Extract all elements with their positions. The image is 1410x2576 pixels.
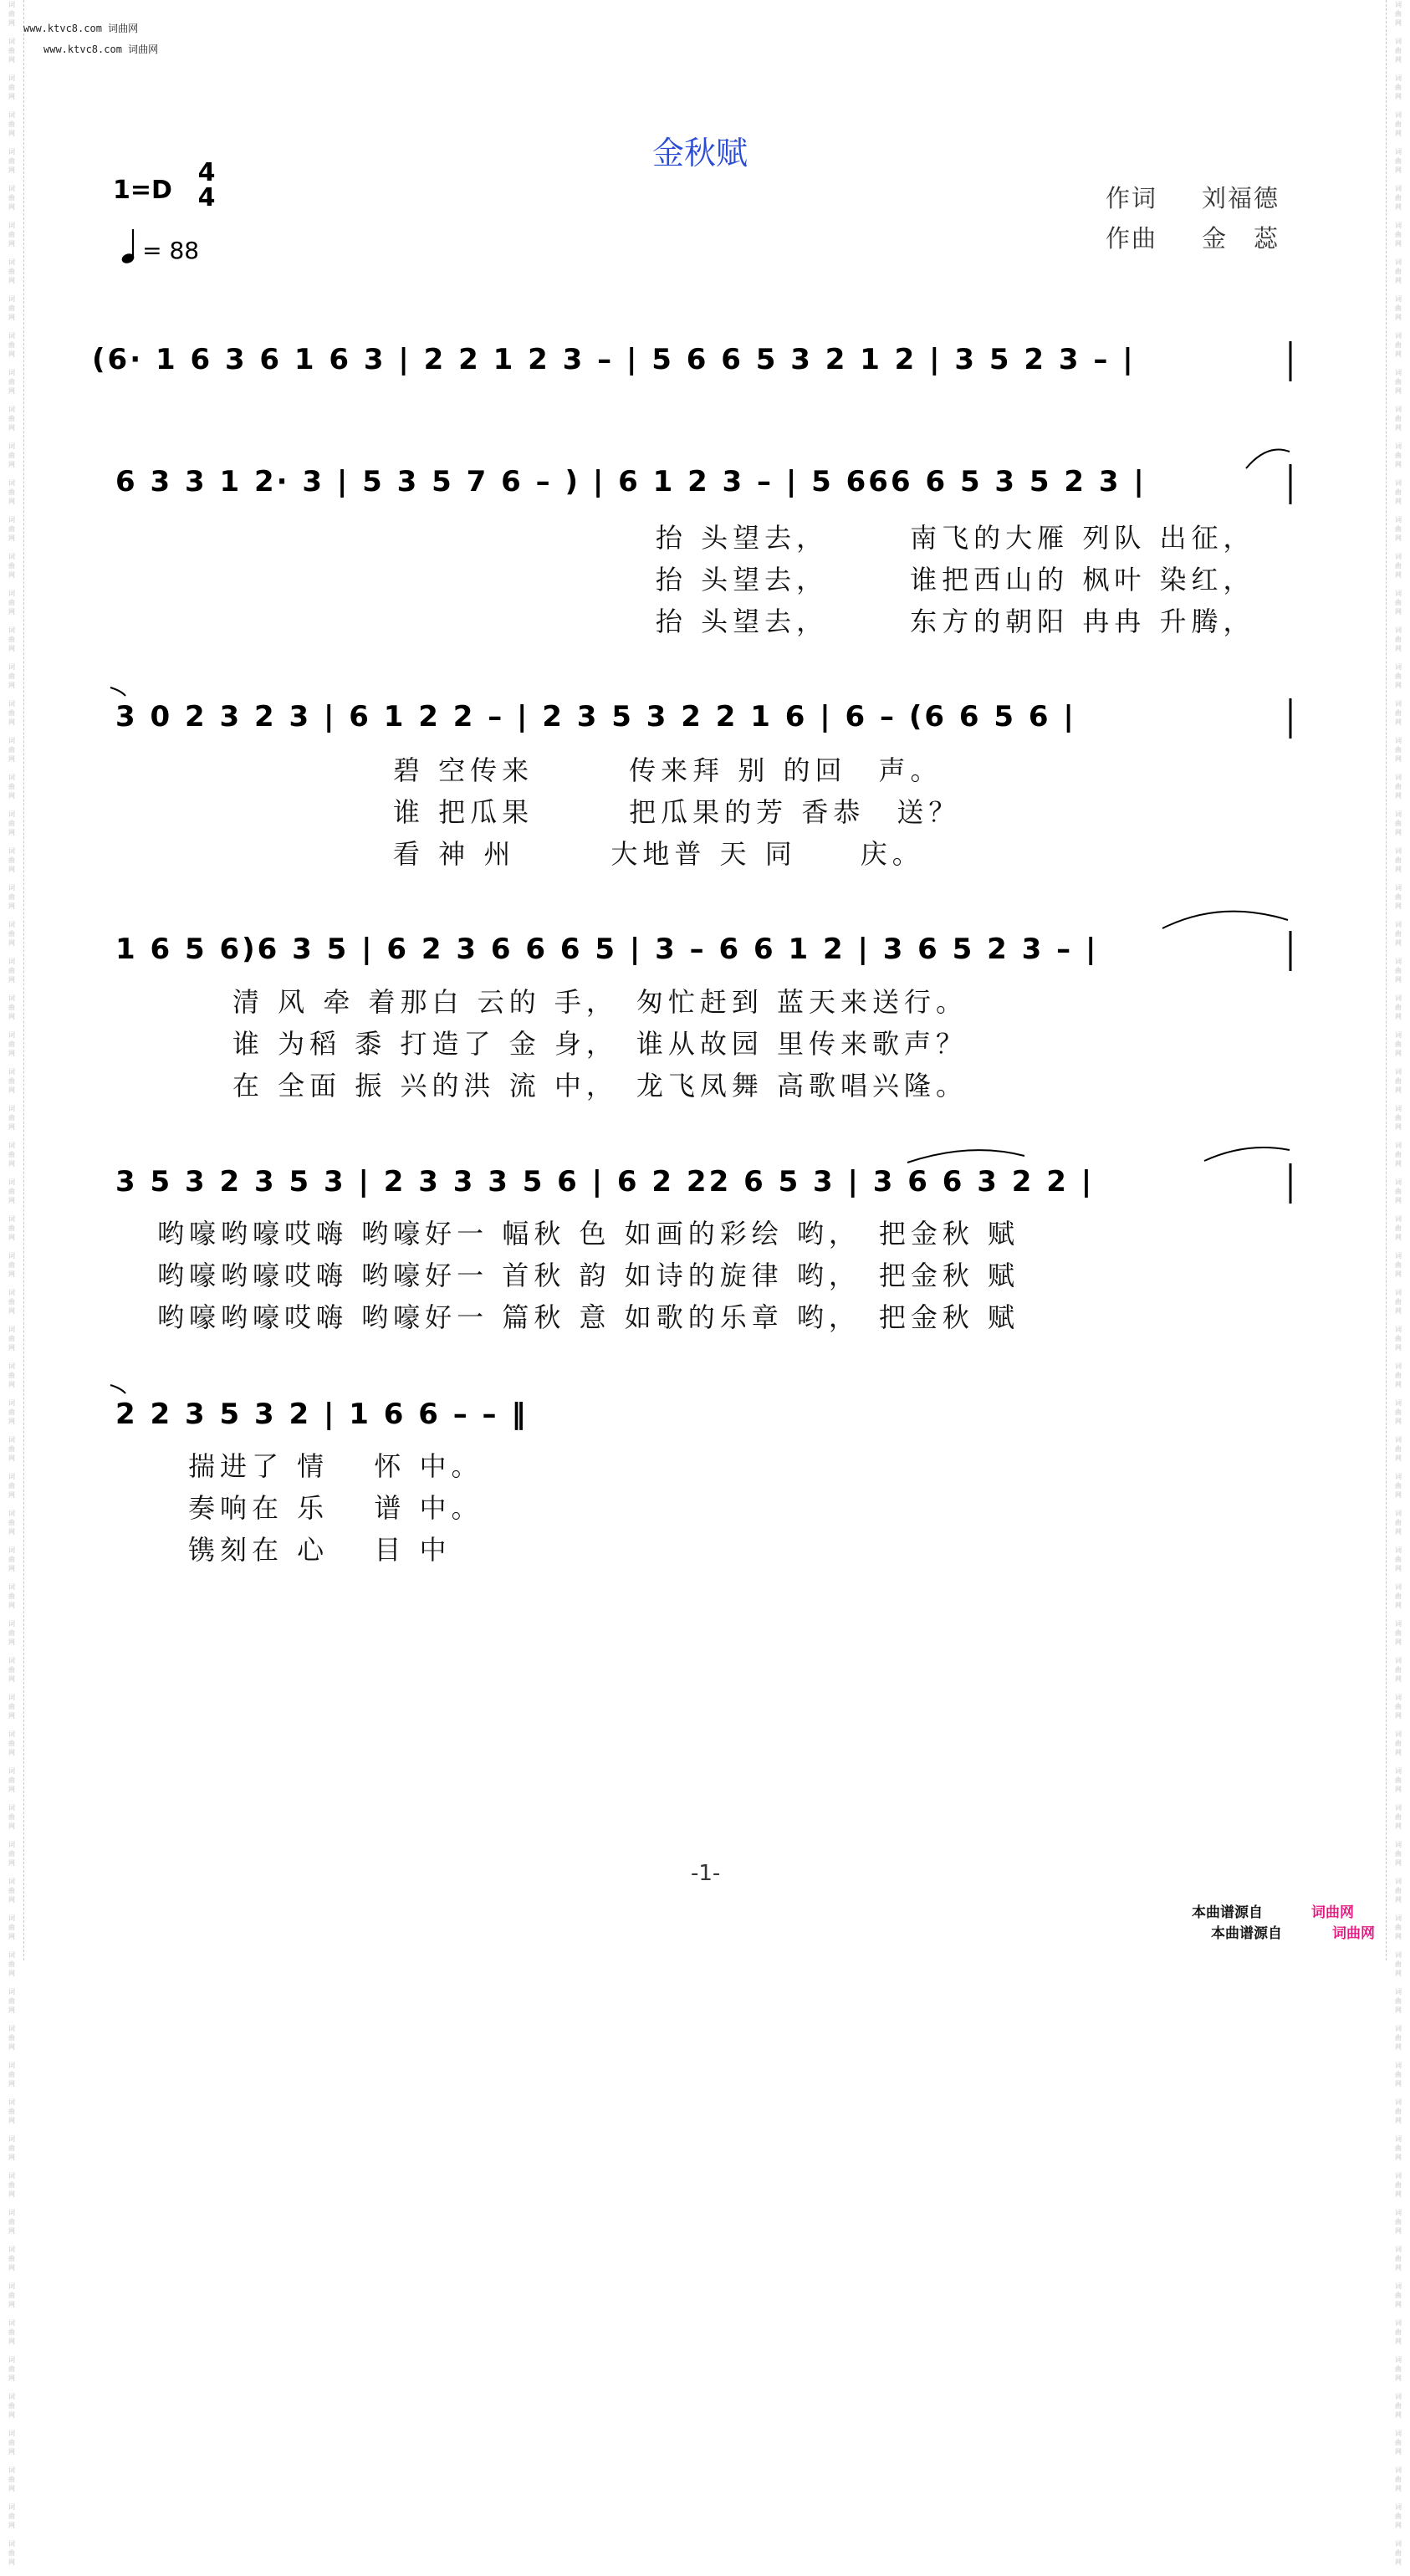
- lyricist-name: 刘福德: [1202, 184, 1280, 212]
- footer-link-1[interactable]: 词曲网: [1311, 1904, 1354, 1921]
- system-1-notes: (6· 1 6 3 6 1 6 3 | 2 2 1 2 3 – | 5 6 6 5 3 2 1 2 | 3 5 2 3 – |: [92, 343, 1136, 376]
- system-6-lyric-2: 奏响在 乐 谱 中。: [188, 1492, 483, 1524]
- tempo-value: = 88: [142, 237, 200, 264]
- system-5-lyric-3: 哟嚎哟嚎哎嗨 哟嚎好一 篇秋 意 如歌的乐章 哟， 把金秋 赋: [157, 1301, 1020, 1333]
- slur-system-5-b: [1204, 1147, 1290, 1161]
- right-watermark-text: 词 曲 网 词 曲 网 词 曲 网 词 曲 网 词 曲 网 词 曲 网 词 曲 网 词 曲 网 词 曲 网 词 曲 网 词 曲 网 词 曲 网 词 曲 网 词 曲 网 词 曲 网 词 曲 网 词 曲 网 词 曲 网 词 曲 网 词 曲 网 词 曲 网 词 曲 网 词 曲 网 词 曲 网 词 曲 网 词 曲 网 词 曲 网 词 曲 网 词 曲 网 词 曲 网 词 曲 网 词 曲 网 词 曲 网 词 曲 网 词 曲 网 词 曲 网 词 曲 网 词 曲 网 词 曲 网 词 曲 网 词 曲 网 词 曲 网 词 曲 网 词 曲 网 词 曲 网 词 曲 网 词 曲 网 词 曲 网 词 曲 网 词 曲 网 词 曲 网 词 曲 网 词 曲 网 词 曲 网 词 曲 网 词 曲 网 词 曲 网 词 曲 网 词 曲 网 词 曲 网 词 曲 网 词 曲 网 词 曲 网 词 曲 网 词 曲 网 词 曲 网 词 曲 网 词 曲 网 词 曲 网 词 曲 网: [1395, 1, 1402, 2566]
- system-5-lyric-1: 哟嚎哟嚎哎嗨 哟嚎好一 幅秋 色 如画的彩绘 哟， 把金秋 赋: [157, 1218, 1020, 1250]
- page-number: -1-: [691, 1861, 721, 1886]
- site-link-2[interactable]: www.ktvc8.com 词曲网: [43, 43, 159, 55]
- system-4-lyric-3: 在 全面 振 兴的洪 流 中， 龙飞凤舞 高歌唱兴隆。: [232, 1070, 968, 1101]
- left-watermark-text: 词 曲 网 词 曲 网 词 曲 网 词 曲 网 词 曲 网 词 曲 网 词 曲 网 词 曲 网 词 曲 网 词 曲 网 词 曲 网 词 曲 网 词 曲 网 词 曲 网 词 曲 网 词 曲 网 词 曲 网 词 曲 网 词 曲 网 词 曲 网 词 曲 网 词 曲 网 词 曲 网 词 曲 网 词 曲 网 词 曲 网 词 曲 网 词 曲 网 词 曲 网 词 曲 网 词 曲 网 词 曲 网 词 曲 网 词 曲 网 词 曲 网 词 曲 网 词 曲 网 词 曲 网 词 曲 网 词 曲 网 词 曲 网 词 曲 网 词 曲 网 词 曲 网 词 曲 网 词 曲 网 词 曲 网 词 曲 网 词 曲 网 词 曲 网 词 曲 网 词 曲 网 词 曲 网 词 曲 网 词 曲 网 词 曲 网 词 曲 网 词 曲 网 词 曲 网 词 曲 网 词 曲 网 词 曲 网 词 曲 网 词 曲 网 词 曲 网 词 曲 网 词 曲 网 词 曲 网 词 曲 网 词 曲 网: [8, 1, 15, 2566]
- tie-system-2: [1246, 450, 1290, 469]
- system-5-lyric-2: 哟嚎哟嚎哎嗨 哟嚎好一 首秋 韵 如诗的旋律 哟， 把金秋 赋: [157, 1260, 1020, 1291]
- footer-source-1: 本曲谱源自: [1192, 1904, 1263, 1921]
- system-3-lyric-2: 谁 把瓜果 把瓜果的芳 香恭 送？: [393, 796, 961, 828]
- system-4-notes: 1 6 5 6)6 3 5 | 6 2 3 6 6 6 5 | 3 – 6 6 1 2 | 3 6 5 2 3 – |: [115, 933, 1099, 966]
- key-signature: 1=D: [113, 176, 172, 205]
- footer-link-2[interactable]: 词曲网: [1332, 1925, 1375, 1942]
- time-signature-bottom: 4: [197, 183, 216, 212]
- footer-source-2: 本曲谱源自: [1211, 1925, 1282, 1942]
- system-2-lyric-1: 抬 头望去， 南飞的大雁 列队 出征，: [656, 522, 1255, 554]
- time-signature-top: 4: [197, 158, 216, 187]
- system-6-notes: 2 2 3 5 3 2 | 1 6 6 – – ‖: [115, 1398, 529, 1431]
- system-4-lyric-2: 谁 为稻 黍 打造了 金 身， 谁从故园 里传来歌声？: [232, 1028, 968, 1060]
- system-5-notes: 3 5 3 2 3 5 3 | 2 3 3 3 5 6 | 6 2 22 6 5 3 | 3 6 6 3 2 2 |: [115, 1165, 1095, 1199]
- system-2-lyric-2: 抬 头望去， 谁把西山的 枫叶 染红，: [656, 564, 1255, 595]
- system-6-lyric-1: 揣进了 情 怀 中。: [188, 1450, 483, 1482]
- composer-label: 作曲: [1106, 224, 1158, 253]
- system-2-lyric-3: 抬 头望去， 东方的朝阳 冉冉 升腾，: [656, 606, 1255, 637]
- slur-system-5-a: [907, 1150, 1024, 1163]
- system-6-lyric-3: 镌刻在 心 目 中: [188, 1534, 452, 1566]
- composer-name: 金 蕊: [1202, 224, 1280, 253]
- slur-system-4: [1162, 912, 1288, 928]
- system-3-lyric-1: 碧 空传来 传来拜 别 的回 声。: [393, 754, 943, 786]
- system-4-lyric-1: 清 风 牵 着那白 云的 手， 匆忙赶到 蓝天来送行。: [232, 986, 968, 1018]
- system-2-notes: 6 3 3 1 2· 3 | 5 3 5 7 6 – ) | 6 1 2 3 – | 5 666 6 5 3 5 2 3 |: [115, 465, 1147, 498]
- system-3-notes: 3 0 2 3 2 3 | 6 1 2 2 – | 2 3 5 3 2 2 1 6 | 6 – (6 6 5 6 |: [115, 700, 1076, 733]
- site-link-1[interactable]: www.ktvc8.com 词曲网: [23, 23, 139, 34]
- system-3-lyric-3: 看 神 州 大地普 天 同 庆。: [393, 838, 924, 870]
- tie-system-3-start: [110, 687, 125, 696]
- tie-system-6-start: [110, 1385, 125, 1393]
- lyricist-label: 作词: [1106, 184, 1158, 212]
- song-title: 金秋赋: [652, 135, 748, 171]
